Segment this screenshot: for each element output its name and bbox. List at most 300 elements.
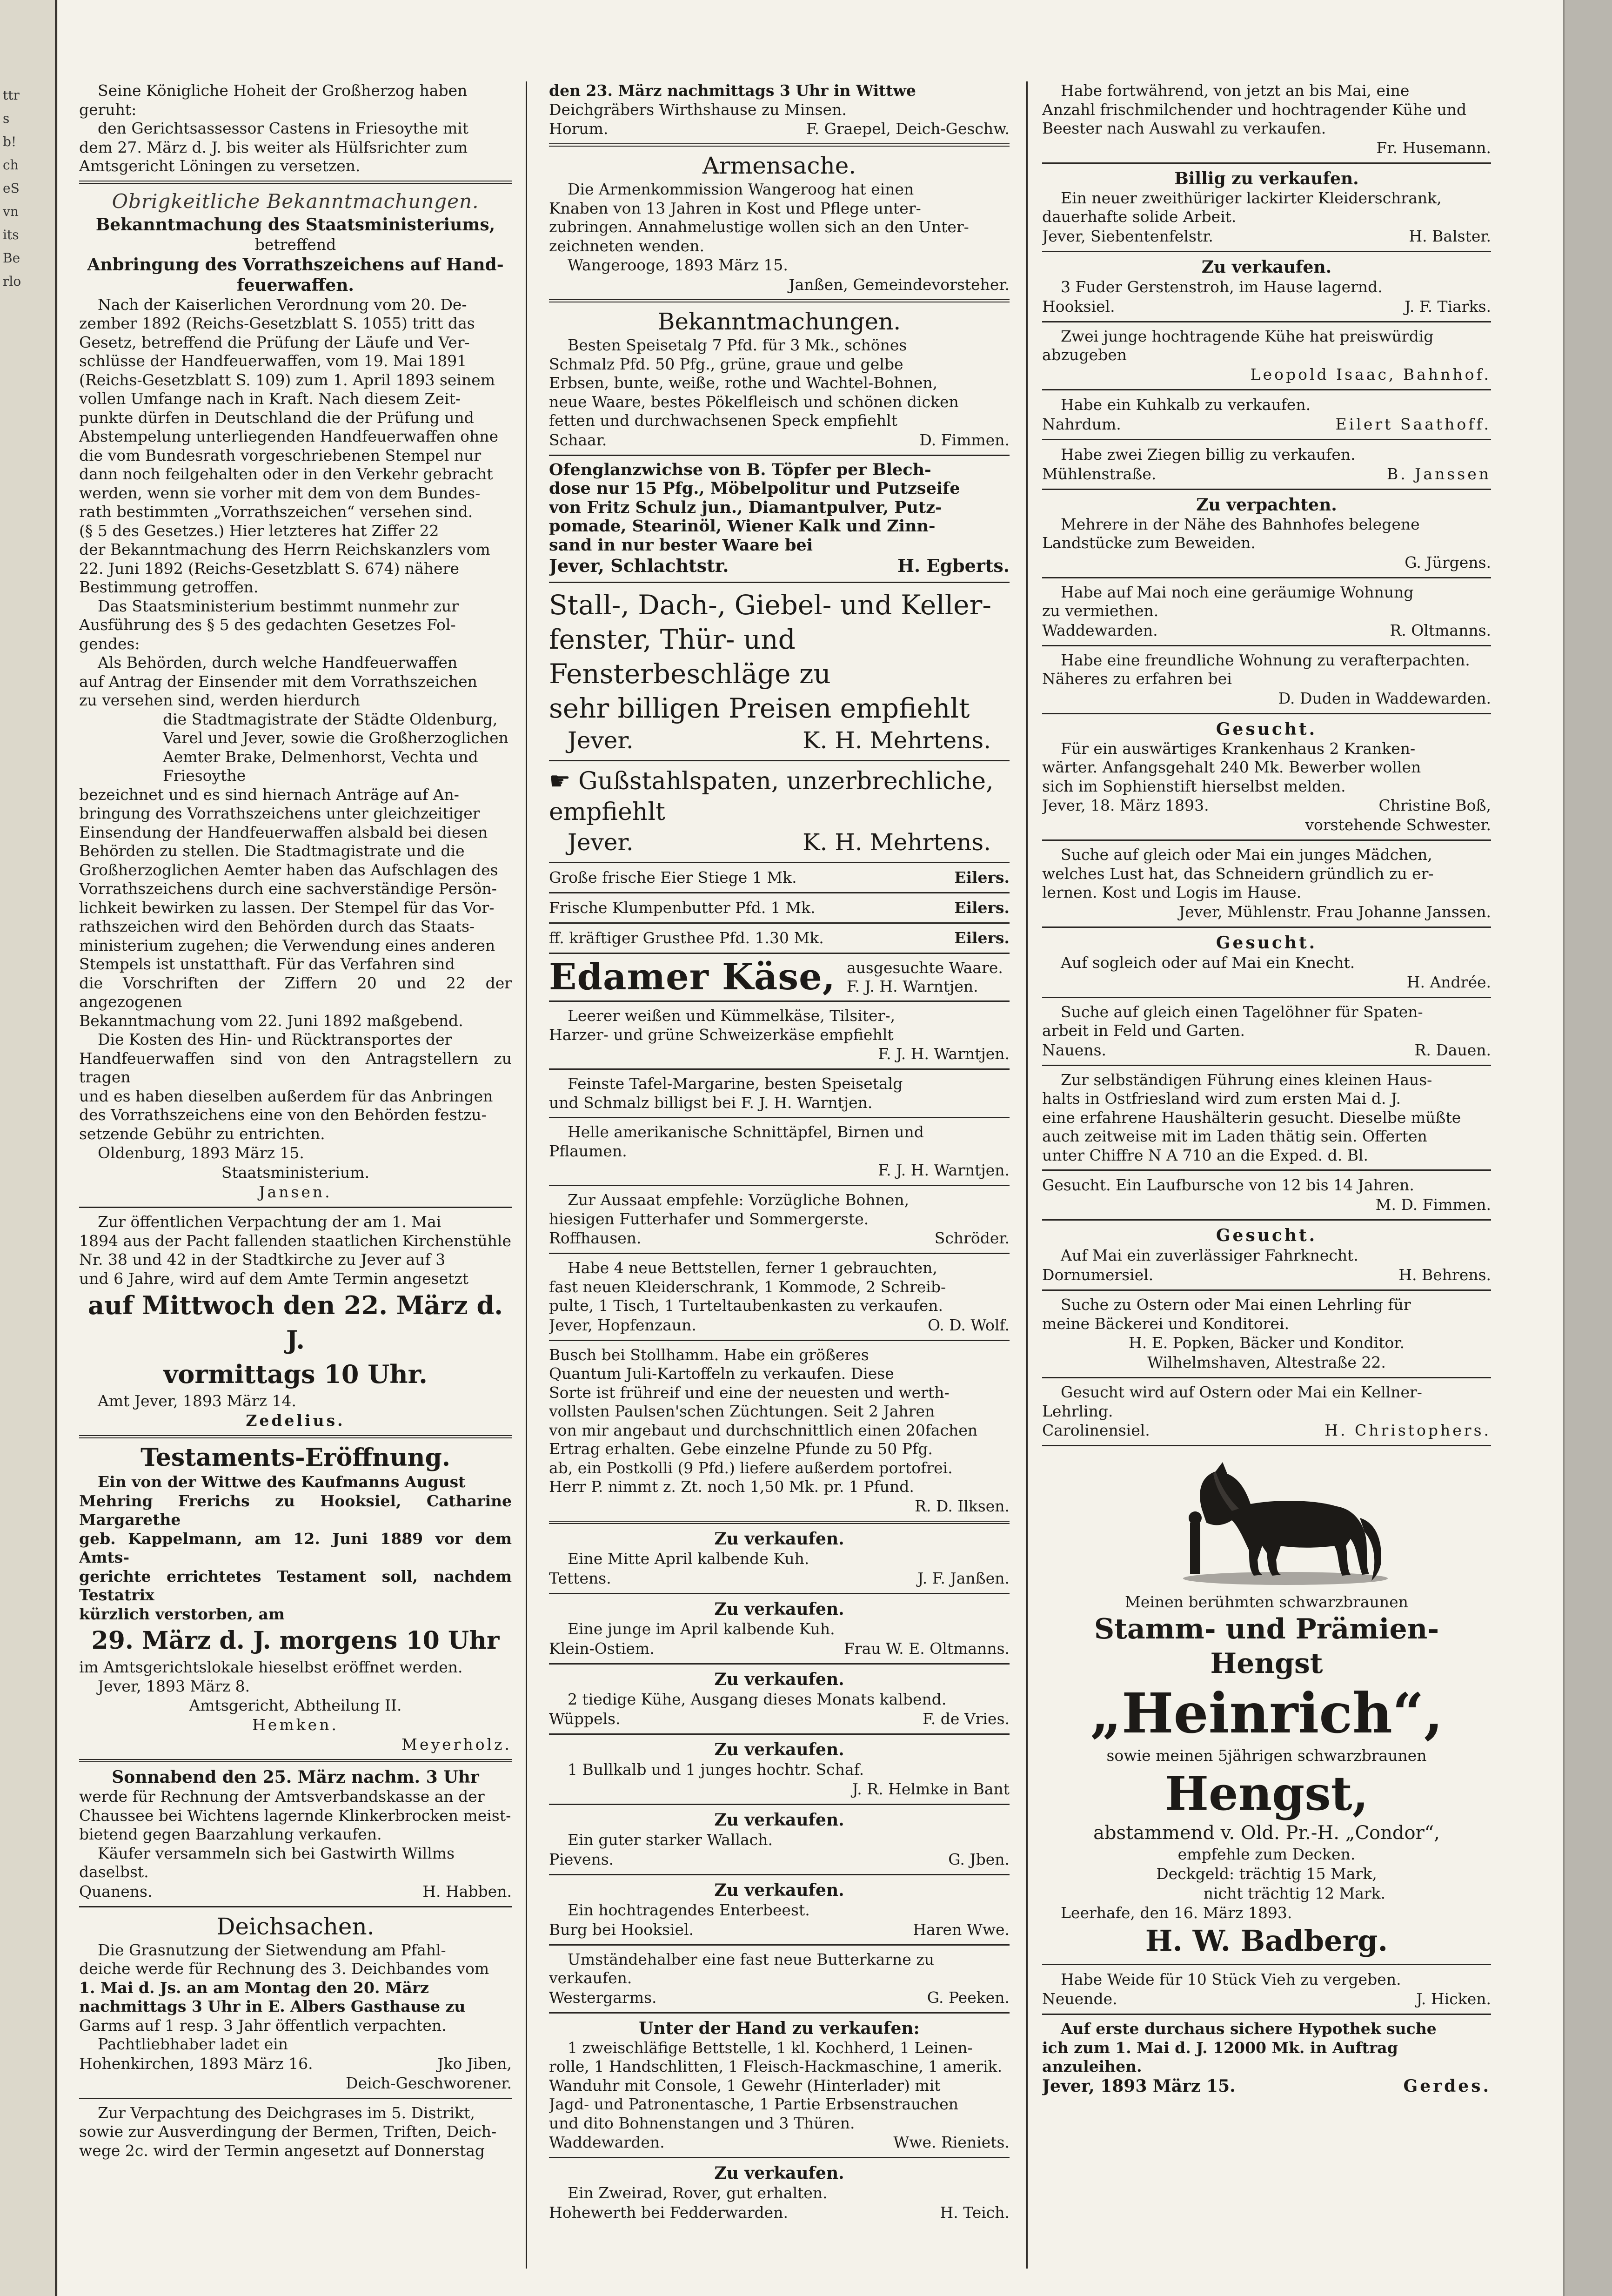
- text-line: punkte dürfen in Deutschland die der Prüfung und: [79, 408, 474, 427]
- text-line: Pflaumen.: [549, 1141, 627, 1160]
- text-line: Bestimmung getroffen.: [79, 578, 259, 596]
- place: Hohenkirchen, 1893 März 16.: [79, 2054, 313, 2073]
- ad-juergens: [1042, 515, 1491, 553]
- spine-text: ttrsb!cheSvnitsBerlo: [3, 87, 21, 289]
- text-line: sehr billigen Preisen empfiehlt: [549, 692, 970, 724]
- divider: [79, 1759, 512, 1762]
- divider: [1042, 645, 1491, 646]
- text-line: sich im Sophienstift hierselbst melden.: [1042, 777, 1346, 795]
- text-line: Zur Aussaat empfehle: Vorzügliche Bohnen,: [568, 1191, 910, 1209]
- place: Jever, Schlachtstr.: [549, 555, 729, 576]
- divider: [549, 1340, 1010, 1341]
- sale-heading: Zu verkaufen.: [714, 1529, 844, 1549]
- ad-ilksen: [549, 1346, 1010, 1497]
- lease-date: auf Mittwoch den 22. März d. J.: [87, 1290, 503, 1355]
- lease-heading: Zu verpachten.: [1196, 495, 1337, 515]
- testament-signature: Hemken.: [252, 1716, 339, 1734]
- binding-spine: [0, 0, 57, 2296]
- place: Hohewerth bei Fedderwarden.: [549, 2203, 788, 2222]
- text-line: dauerhafte solide Arbeit.: [1042, 208, 1237, 226]
- text-line: Nr. 38 und 42 in der Stadtkirche zu Jever auf 3: [79, 1250, 446, 1269]
- divider: [549, 2157, 1010, 2158]
- signature-row: [549, 555, 1010, 577]
- place: Nahrdum.: [1042, 415, 1121, 433]
- text-line: und Schmalz billigst bei F. J. H. Warntjen.: [549, 1093, 873, 1112]
- column-rule: [1026, 81, 1028, 2269]
- divider: [549, 1117, 1010, 1118]
- text-line: welches Lust hat, das Schneidern gründlich zu er-: [1042, 864, 1434, 883]
- divider: [1042, 162, 1491, 164]
- text-line: vollen Umfange nach in Kraft. Nach diesem Zeit-: [79, 389, 461, 408]
- text-line: ausgesuchte Waare.: [846, 959, 1003, 977]
- testament-date: 29. März d. J. morgens 10 Uhr: [91, 1626, 500, 1655]
- ad-mehrtens-windows: [549, 588, 1010, 725]
- horse-icon: [1146, 1453, 1388, 1588]
- wanted-heading: Gesucht.: [1216, 1226, 1318, 1245]
- place: Schaar.: [549, 430, 607, 449]
- place: Jever.: [568, 727, 634, 754]
- signature-row: [549, 1709, 1010, 1729]
- text-line: Abstempelung unterliegenden Handfeuerwaffen ohne: [79, 427, 498, 445]
- text-line: 1 zweischläfige Bettstelle, 1 kl. Kochherd, 1 Leinen-: [568, 2038, 973, 2057]
- ad-balster: [1042, 189, 1491, 227]
- text-line: Busch bei Stollhamm. Habe ein größeres: [549, 1345, 869, 1364]
- text-line: Leerer weißen und Kümmelkäse, Tilsiter-,: [568, 1007, 896, 1025]
- text-line: Mehring Frerichs zu Hooksiel, Catharine Margarethe: [79, 1491, 512, 1529]
- signature-row: [549, 1639, 1010, 1658]
- signature: Christine Boß,: [1378, 796, 1491, 814]
- text-line: geb. Kappelmann, am 12. Juni 1889 vor dem Amts-: [79, 1529, 512, 1566]
- divider: [549, 1068, 1010, 1070]
- signature: H. Egberts.: [897, 555, 1010, 576]
- text-line: Zwei junge hochtragende Kühe hat preiswürdig: [1061, 327, 1434, 345]
- notice-body: [79, 295, 512, 1144]
- horse-ad-line: empfehle zum Decken.: [1177, 1845, 1356, 1863]
- ad-text: Frische Klumpenbutter Pfd. 1 Mk.: [549, 899, 816, 917]
- spade-line: [549, 766, 1010, 797]
- signature: B. Janssen: [1386, 464, 1491, 483]
- signature: H. Balster.: [1409, 227, 1491, 245]
- divider: [1042, 389, 1491, 390]
- testament-signature: Meyerholz.: [401, 1735, 512, 1753]
- divider: [1042, 321, 1491, 322]
- sale-heading: Zu verkaufen.: [714, 1810, 844, 1830]
- text-line: Einsendung der Handfeuerwaffen alsbald bei diesen: [79, 823, 488, 841]
- ad-text: Habe Weide für 10 Stück Vieh zu vergeben.: [1061, 1970, 1401, 1988]
- signature-row: [1042, 415, 1491, 434]
- place: Dornumersiel.: [1042, 1266, 1154, 1284]
- text-line: Zur Verpachtung des Deichgrases im 5. Distrikt,: [98, 2103, 475, 2122]
- signature-row: [1042, 297, 1491, 316]
- signature: R. Oltmanns.: [1390, 621, 1491, 639]
- divider: [1042, 997, 1491, 998]
- text-line: bezeichnet und es sind hiernach Anträge auf An-: [79, 785, 459, 804]
- text-line: verkaufen.: [549, 1969, 632, 1987]
- signature: Janßen, Gemeindevorsteher.: [789, 275, 1010, 294]
- auction-heading: Sonnabend den 25. März nachm. 3 Uhr: [112, 1767, 479, 1787]
- ad-text: 3 Fuder Gerstenstroh, im Hause lagernd.: [1061, 277, 1383, 296]
- text-line: Habe 4 neue Bettstellen, ferner 1 gebrauchten,: [568, 1259, 937, 1277]
- signature: Fr. Husemann.: [1376, 138, 1491, 157]
- text-line: Die Grasnutzung der Sietwendung am Pfahl-: [98, 1940, 446, 1959]
- ad-gerdes: [1042, 2020, 1491, 2076]
- text-line: Die Armenkommission Wangeroog hat einen: [568, 180, 914, 198]
- signature: O. D. Wolf.: [928, 1316, 1010, 1334]
- text-line: Gesucht wird auf Ostern oder Mai ein Kellner-: [1061, 1383, 1422, 1401]
- pointing-hand-icon: ☛: [549, 767, 579, 795]
- signature: R. Dauen.: [1414, 1041, 1491, 1059]
- text-line: Garms auf 1 resp. 3 Jahr öffentlich verpachten.: [79, 2016, 447, 2034]
- text-line: Feinste Tafel-Margarine, besten Speisetalg: [568, 1074, 903, 1093]
- place: Pievens.: [549, 1850, 614, 1868]
- text-line: Stall-, Dach-, Giebel- und Keller-: [549, 589, 991, 621]
- notice-subject: Anbringung des Vorrathszeichens auf Hand-feuerwaffen.: [87, 255, 504, 295]
- ad-mehrtens-spades: [549, 766, 1010, 827]
- ad-text: Eine Mitte April kalbende Kuh.: [568, 1549, 809, 1568]
- place-date: Wangerooge, 1893 März 15.: [568, 256, 788, 274]
- divider: [549, 1944, 1010, 1946]
- divider: [549, 922, 1010, 924]
- divider: [549, 1663, 1010, 1665]
- text-line: fetten und durchwachsenen Speck empfiehlt: [549, 411, 897, 430]
- signature: J. F. Janßen.: [917, 1569, 1010, 1587]
- place: Carolinensiel.: [1042, 1421, 1150, 1439]
- text-line: dose nur 15 Pfg., Möbelpolitur und Putzseife: [549, 479, 960, 498]
- text-line: Nach der Kaiserlichen Verordnung vom 20. De-: [98, 295, 467, 314]
- text-line: die Vorschriften der Ziffern 20 und 22 der angezogenen: [79, 973, 512, 1011]
- signature: H. E. Popken, Bäcker und Konditor.: [1128, 1334, 1405, 1352]
- place: Horum.: [549, 120, 609, 138]
- text-line: rath bestimmten „Vorrathszeichen“ versehen sind.: [79, 503, 473, 521]
- text-line: unter Chiffre N A 710 an die Exped. d. Bl.: [1042, 1146, 1368, 1164]
- text-line: Landstücke zum Beweiden.: [1042, 534, 1256, 552]
- place: Quanens.: [79, 1882, 153, 1900]
- text-line: Aemter Brake, Delmenhorst, Vechta und: [163, 747, 478, 766]
- divider: [1042, 926, 1491, 928]
- divider: [549, 1733, 1010, 1735]
- text-line: Quantum Juli-Kartoffeln zu verkaufen. Diese: [549, 1364, 894, 1383]
- text-line: arbeit in Feld und Garten.: [1042, 1021, 1245, 1040]
- text-line: Als Behörden, durch welche Handfeuerwaffen: [98, 653, 458, 671]
- text-line: werden, wenn sie vorher mit dem von dem Bundes-: [79, 483, 481, 502]
- divider: [1042, 2014, 1491, 2015]
- divider: [549, 582, 1010, 583]
- place: Jever, 1893 März 15.: [1042, 2076, 1236, 2096]
- lease-notice: [79, 1213, 512, 1288]
- divider: [1042, 1445, 1491, 1446]
- text-line: zember 1892 (Reichs-Gesetzblatt S. 1055) tritt das: [79, 314, 475, 332]
- signature-row: [549, 725, 1010, 755]
- text-line: Anzahl frischmilchender und hochtragender Kühe und: [1042, 100, 1467, 119]
- ad-margarine: [549, 1074, 1010, 1112]
- text-line: Für ein auswärtiges Krankenhaus 2 Kranken-: [1061, 739, 1416, 758]
- text-line: dann noch feilgehalten oder in den Verkehr gebracht: [79, 465, 493, 483]
- signature: D. Duden in Waddewarden.: [1278, 689, 1491, 707]
- text-line: Großherzoglichen Aemter haben das Aufschlagen des: [79, 860, 498, 879]
- text-line: Das Staatsministerium bestimmt nunmehr zur: [98, 597, 459, 615]
- divider: [79, 1906, 512, 1907]
- ad-saat: [549, 1191, 1010, 1229]
- text-line: Behörden zu stellen. Die Stadtmagistrate und die: [79, 842, 465, 860]
- signature-row: [1042, 1041, 1491, 1060]
- wanted-heading: Gesucht.: [1216, 933, 1318, 953]
- ad-isaac: [1042, 327, 1491, 365]
- text-line: Knaben von 13 Jahren in Kost und Pflege unter-: [549, 199, 921, 217]
- text-line: ministerium zugehen; die Verwendung eines anderen: [79, 936, 495, 954]
- dike-continued: [549, 81, 1010, 119]
- ad-eilers-tea: [549, 928, 1010, 948]
- testament-notice: [79, 1473, 512, 1624]
- place: Wüppels.: [549, 1709, 621, 1728]
- signature: J. R. Helmke in Bant: [852, 1779, 1010, 1798]
- signature: H. Andrée.: [1406, 973, 1491, 991]
- text-line: lichkeit bewirken zu lassen. Der Stempel für das Vor-: [79, 898, 495, 917]
- text-line: zu versehen sind, werden hierdurch: [79, 691, 360, 709]
- text-line: Friesoythe: [163, 766, 246, 785]
- ad-kaese: [549, 1007, 1010, 1044]
- text-line: von mir angebaut und durchschnittlich einen 20fachen: [549, 1421, 978, 1439]
- signature: F. J. H. Warntjen.: [878, 1045, 1010, 1063]
- dike-lease-body: [79, 2104, 512, 2161]
- text-line: Mehrere in der Nähe des Bahnhofes belegene: [1061, 515, 1420, 533]
- divider: [1042, 577, 1491, 578]
- text-line: ich zum 1. Mai d. J. 12000 Mk. in Auftrag: [1042, 2038, 1398, 2057]
- divider: [549, 760, 1010, 761]
- horse-ad-line: Meinen berühmten schwarzbraunen: [1125, 1593, 1408, 1611]
- text-line: Habe eine freundliche Wohnung zu verafterpachten.: [1061, 651, 1470, 669]
- ad-christophers: [1042, 1383, 1491, 1421]
- place: Waddewarden.: [549, 2133, 665, 2151]
- text-line: Ertrag erhalten. Gebe einzelne Pfunde zu 50 Pfg.: [549, 1440, 933, 1458]
- text-line: den 23. März nachmittags 3 Uhr in Wittwe: [549, 81, 916, 100]
- sale-heading: Zu verkaufen.: [1201, 257, 1332, 277]
- section-heading: Bekanntmachungen.: [657, 308, 901, 335]
- text-line: im Amtsgerichtslokale hieselbst eröffnet werden.: [79, 1658, 463, 1676]
- text-line: des Vorrathszeichens eine von den Behörden festzu-: [79, 1106, 487, 1124]
- divider: [1042, 839, 1491, 841]
- text-line: Habe auf Mai noch eine geräumige Wohnung: [1061, 583, 1414, 601]
- text-line: gendes:: [79, 634, 140, 653]
- signature: Wwe. Rieniets.: [893, 2133, 1010, 2151]
- signature-row: [1042, 1989, 1491, 2009]
- signature: F. J. H. Warntjen.: [878, 1161, 1010, 1179]
- text-line: Seine Königliche Hoheit der Großherzog haben: [98, 81, 468, 100]
- signature: Eilers.: [954, 929, 1010, 947]
- signature-row: [1042, 464, 1491, 484]
- signature-row: [79, 1882, 512, 1901]
- divider: [549, 1185, 1010, 1186]
- text-line: Varel und Jever, sowie die Großherzoglichen: [163, 729, 508, 747]
- signature-row: [1042, 796, 1491, 815]
- text-line: ab, ein Postkolli (9 Pfd.) liefere außerdem portofrei.: [549, 1458, 953, 1477]
- text-line: wärter. Anfangsgehalt 240 Mk. Bewerber wollen: [1042, 758, 1421, 776]
- signature: Eilers.: [954, 899, 1010, 917]
- text-line: gerichte errichtetes Testament soll, nachdem Testatrix: [79, 1567, 512, 1604]
- signature: Wilhelmshaven, Altestraße 22.: [1147, 1353, 1386, 1371]
- divider: [1042, 1289, 1491, 1291]
- signature: vorstehende Schwester.: [1305, 816, 1491, 834]
- sale-heading: Billig zu verkaufen.: [1174, 168, 1359, 188]
- column-2: [549, 81, 1010, 2287]
- text-line: setzende Gebühr zu entrichten.: [79, 1124, 325, 1143]
- notice-subtitle: betreffend: [254, 235, 336, 254]
- text-line: Ein neuer zweithüriger lackirter Kleiderschrank,: [1061, 188, 1442, 207]
- place: Neuende.: [1042, 1990, 1117, 2008]
- place: Burg bei Hooksiel.: [549, 1920, 694, 1939]
- signature: K. H. Mehrtens.: [803, 829, 991, 856]
- place: Nauens.: [1042, 1041, 1107, 1059]
- divider: [1042, 439, 1491, 440]
- signature: H. Teich.: [940, 2203, 1010, 2222]
- text-line: Suche zu Ostern oder Mai einen Lehrling für: [1061, 1296, 1411, 1314]
- page-edge: [1563, 0, 1612, 2296]
- horse-ad-fee: nicht trächtig 12 Mark.: [1203, 1884, 1386, 1902]
- signature: Eilers.: [954, 868, 1010, 886]
- place: Hooksiel.: [1042, 297, 1115, 316]
- ad-text: Auf sogleich oder auf Mai ein Knecht.: [1061, 953, 1355, 972]
- horse-ad-line: abstammend v. Old. Pr.-H. „Condor“,: [1093, 1822, 1440, 1844]
- ad-eilers-butter: [549, 898, 1010, 918]
- text-line: halts in Ostfriesland wird zum ersten Mai d. J.: [1042, 1089, 1401, 1108]
- divider: [549, 1000, 1010, 1002]
- text-line: Zur selbständigen Führung eines kleinen Haus-: [1061, 1070, 1432, 1089]
- text-line: fast neuen Kleiderschrank, 1 Kommode, 2 Schreib-: [549, 1277, 946, 1296]
- place: Jever, 18. März 1893.: [1042, 796, 1209, 814]
- text-line: fenster, Thür- und Fensterbeschläge zu: [549, 624, 831, 690]
- sale-heading: Zu verkaufen.: [714, 2163, 844, 2183]
- text-line: empfiehlt: [549, 798, 665, 826]
- sale-heading: Zu verkaufen.: [714, 1669, 844, 1689]
- notice-title: Bekanntmachung des Staatsministeriums,: [95, 215, 495, 235]
- text-line: neue Waare, bestes Pökelfleisch und schönen dicken: [549, 392, 959, 411]
- divider: [79, 2098, 512, 2099]
- text-line: wege 2c. wird der Termin angesetzt auf Donnerstag: [79, 2141, 485, 2160]
- ad-text: Auf Mai ein zuverlässiger Fahrknecht.: [1061, 1246, 1358, 1264]
- text-line: nachmittags 3 Uhr in E. Albers Gasthause zu: [79, 1997, 466, 2015]
- dike-body: [79, 1941, 512, 2054]
- place: Klein-Ostiem.: [549, 1639, 655, 1658]
- divider: [1042, 251, 1491, 252]
- ad-text: Habe ein Kuhkalb zu verkaufen.: [1061, 395, 1311, 414]
- text-line: von Fritz Schulz jun., Diamantpulver, Putz-: [549, 497, 942, 517]
- text-line: Ofenglanzwichse von B. Töpfer per Blech-: [549, 460, 931, 479]
- edamer-title: Edamer Käse,: [549, 956, 836, 998]
- horse-ad-date: Leerhafe, den 16. März 1893.: [1061, 1904, 1292, 1922]
- text-line: Erbsen, bunte, weiße, rothe und Wachtel-Bohnen,: [549, 374, 938, 392]
- text-line: und dito Bohnenstangen und 3 Thüren.: [549, 2114, 855, 2132]
- ad-text: Ein guter starker Wallach.: [568, 1830, 773, 1849]
- ad-eilers-eggs: [549, 868, 1010, 887]
- ad-text: 2 tiedige Kühe, Ausgang dieses Monats kalbend.: [568, 1690, 947, 1708]
- ad-husemann: [1042, 81, 1491, 138]
- divider: [1042, 1964, 1491, 1965]
- signature-row: [549, 430, 1010, 450]
- text-line: Käufer versammeln sich bei Gastwirth Willms: [98, 1844, 455, 1862]
- text-line: (Reichs-Gesetzblatt S. 109) zum 1. April 1893 seinem: [79, 370, 495, 389]
- text-line: sowie zur Ausverdingung der Bermen, Triften, Deich-: [79, 2122, 497, 2141]
- divider: [549, 1521, 1010, 1524]
- section-heading: Testaments-Eröffnung.: [140, 1443, 450, 1472]
- signature: Jko Jiben,: [437, 2054, 512, 2073]
- text-line: den Gerichtsassessor Castens in Friesoythe mit: [98, 119, 469, 137]
- testament-body: [79, 1658, 512, 1696]
- text-line: zeichneten wenden.: [549, 236, 704, 255]
- text-line: Gesetz, betreffend die Prüfung der Läufe und Ver-: [79, 333, 470, 351]
- divider: [549, 299, 1010, 302]
- divider: [1042, 1377, 1491, 1378]
- signature-row: [549, 1988, 1010, 2007]
- column-1: [79, 81, 512, 2287]
- text-line: die Stadtmagistrate der Städte Oldenburg,: [163, 710, 498, 728]
- auction-body: [79, 1787, 512, 1882]
- place: Jever, Hopfenzaun.: [549, 1316, 696, 1334]
- section-heading: Obrigkeitliche Bekanntmachungen.: [112, 189, 479, 213]
- divider: [549, 1253, 1010, 1254]
- signature-row: [549, 1569, 1010, 1588]
- notice-signature: Jansen.: [259, 1183, 332, 1201]
- signature-row: [1042, 2076, 1491, 2096]
- text-line: Sorte ist frühreif und eine der neuesten und werth-: [549, 1383, 950, 1402]
- text-line: auch zeitweise mit im Laden thätig sein. Offerten: [1042, 1127, 1427, 1145]
- divider: [549, 455, 1010, 456]
- signature: G. Jürgens.: [1405, 553, 1491, 571]
- sale-heading: Zu verkaufen.: [714, 1599, 844, 1619]
- lease-time: vormittags 10 Uhr.: [163, 1359, 428, 1389]
- text-line: Jagd- und Patronentasche, 1 Partie Erbsenstrauchen: [549, 2095, 958, 2113]
- text-line: Lehrling.: [1042, 1402, 1113, 1420]
- signature: M. D. Fimmen.: [1375, 1195, 1491, 1214]
- place: Waddewarden.: [1042, 621, 1158, 639]
- signature: Eilert Saathoff.: [1335, 415, 1491, 433]
- divider: [1042, 489, 1491, 490]
- divider: [79, 1207, 512, 1208]
- ad-haushaelterin: [1042, 1071, 1491, 1165]
- notice-place-date: Oldenburg, 1893 März 15.: [98, 1144, 304, 1162]
- text-line: Chaussee bei Wichtens lagernde Klinkerbrocken meist-: [79, 1806, 511, 1825]
- horse-ad-line: sowie meinen 5jährigen schwarzbraunen: [1106, 1746, 1427, 1765]
- section-heading: Armensache.: [702, 152, 856, 179]
- divider: [1042, 1169, 1491, 1171]
- text-line: eine erfahrene Haushälterin gesucht. Dieselbe müßte: [1042, 1108, 1461, 1127]
- signature-row: [549, 1229, 1010, 1248]
- text-line: kürzlich verstorben, am: [79, 1605, 285, 1623]
- ad-butterkarne: [549, 1950, 1010, 1988]
- signature: D. Fimmen.: [919, 430, 1010, 449]
- edamer-detail: [847, 959, 1003, 996]
- poor-relief-body: [549, 180, 1010, 255]
- divider: [549, 953, 1010, 954]
- horse-ad-fee: Deckgeld: trächtig 15 Mark,: [1156, 1865, 1377, 1883]
- text-line: Habe fortwährend, von jetzt an bis Mai, eine: [1061, 81, 1410, 100]
- text-line: dem 27. März d. J. bis weiter als Hülfsrichter zum: [79, 138, 468, 156]
- lease-signature: Zedelius.: [246, 1411, 345, 1430]
- text-line: Ausführung des § 5 des gedachten Gesetzes Fol-: [79, 616, 456, 634]
- divider: [1042, 1219, 1491, 1221]
- text-line: bietend gegen Baarzahlung verkaufen.: [79, 1825, 382, 1843]
- ad-edamer: [549, 956, 1010, 998]
- ad-popken: [1042, 1296, 1491, 1333]
- signature: Frau W. E. Oltmanns.: [843, 1639, 1010, 1658]
- text-line: Gußstahlspaten, unzerbrechliche,: [578, 767, 994, 795]
- notice-authority: Staatsministerium.: [221, 1163, 370, 1182]
- text-line: werde für Rechnung der Amtsverbandskasse an der: [79, 1787, 485, 1806]
- divider: [549, 2012, 1010, 2014]
- text-line: 22. Juni 1892 (Reichs-Gesetzblatt S. 674) nähere: [79, 559, 459, 577]
- text-line: 1894 aus der Pacht fallenden staatlichen Kirchenstühle: [79, 1231, 512, 1250]
- signature: Leopold Isaac, Bahnhof.: [1250, 365, 1491, 383]
- place: Jever, Siebentenfelstr.: [1042, 227, 1213, 245]
- signature: H. Habben.: [422, 1882, 512, 1900]
